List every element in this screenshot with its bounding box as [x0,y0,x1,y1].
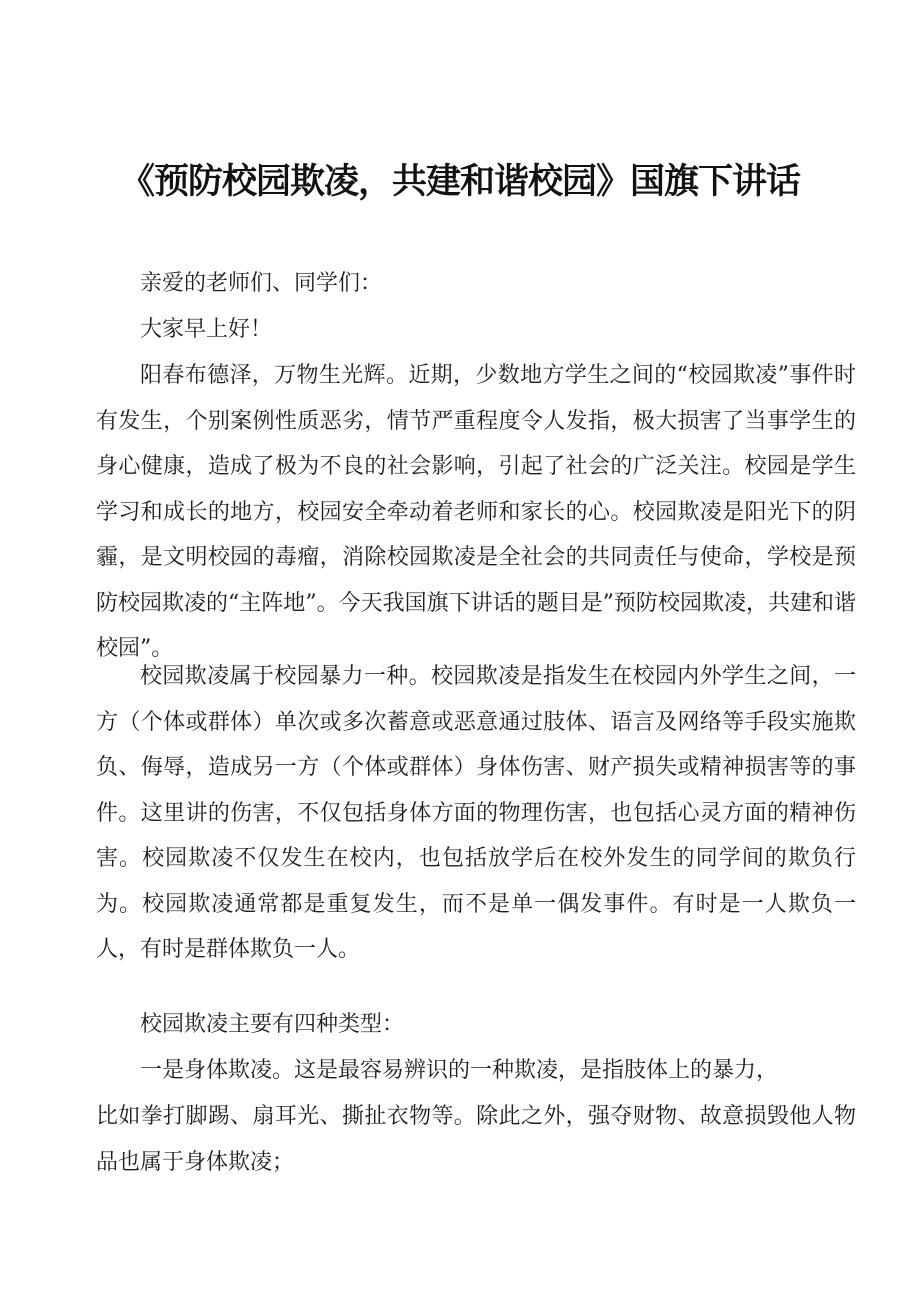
paragraph-intro: 阳春布德泽，万物生光辉。近期，少数地方学生之间的“校园欺凌”事件时有发生，个别案例性质恶劣，情节严重程度令人发指，极大损害了当事学生的身心健康，造成了极为不良的社会影响，引起了社会的广泛关注。校园是学生学习和成长的地方，校园安全牵动着老师和家长的心。校园欺凌是阳光下的阴霾，是文明校园的毒瘤，消除校园欺凌是全社会的共同责任与使命，学校是预防校园欺凌的“主阵地”。今天我国旗下讲话的题目是”预防校园欺凌，共建和谐校园”。 [96,363,856,661]
salutation: 亲爱的老师们、同学们： [140,271,383,296]
document-title: 《预防校园欺凌，共建和谐校园》国旗下讲话 [119,162,800,202]
paragraph-types-heading: 校园欺凌主要有四种类型： [140,1012,405,1037]
paragraph-physical-bullying: 一是身体欺凌。这是最容易辨识的一种欺凌，是指肢体上的暴力， [140,1058,779,1083]
paragraph-definition: 校园欺凌属于校园暴力一种。校园欺凌是指发生在校园内外学生之间，一方（个体或群体）单次或多次蓄意或恶意通过肢体、语言及网络等手段实施欺负、侮辱，造成另一方（个体或群体）身体伤害、财产损失或精神损害等的事件。这里讲的伤害，不仅包括身体方面的物理伤害，也包括心灵方面的精神伤害。校园欺凌不仅发生在校内，也包括放学后在校外发生的同学间的欺负行为。校园欺凌通常都是重复发生，而不是单一偶发事件。有时是一人欺负一人，有时是群体欺负一人。 [96,664,856,962]
paragraph-physical-bullying-continued: 比如拳打脚踢、扇耳光、撕扯衣物等。除此之外，强夺财物、故意损毁他人物品也属于身体欺凌； [96,1104,856,1175]
greeting: 大家早上好！ [140,317,273,342]
